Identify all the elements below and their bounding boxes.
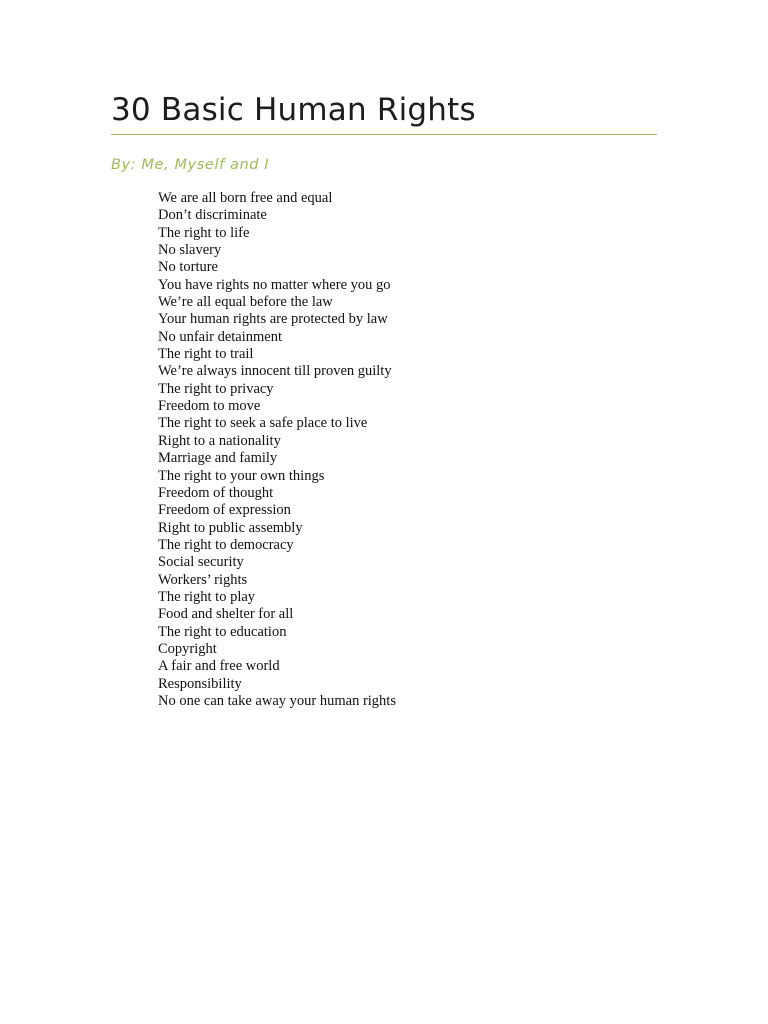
rights-item-text: We’re always innocent till proven guilty <box>158 363 392 380</box>
document-byline: By: Me, Myself and I <box>111 157 270 173</box>
rights-item-text: Don’t discriminate <box>158 207 267 224</box>
rights-item-text: You have rights no matter where you go <box>158 276 391 293</box>
rights-item-text: Food and shelter for all <box>158 606 294 623</box>
rights-item-text: No one can take away your human rights <box>158 692 396 709</box>
rights-item-text: The right to your own things <box>158 467 325 484</box>
rights-item-text: The right to seek a safe place to live <box>158 415 368 432</box>
title-underline-divider <box>111 134 657 135</box>
rights-item-text: The right to privacy <box>158 380 274 397</box>
rights-item-text: Responsibility <box>158 675 242 692</box>
rights-item-text: Your human rights are protected by law <box>158 311 388 328</box>
rights-item-text: We are all born free and equal <box>158 190 333 206</box>
rights-item-text: The right to play <box>158 588 256 605</box>
rights-item-text: Freedom of thought <box>158 484 274 501</box>
rights-item-text: The right to education <box>158 623 287 640</box>
rights-item-text: Right to public assembly <box>158 519 303 536</box>
rights-item-text: Freedom of expression <box>158 502 291 519</box>
rights-item-text: No unfair detainment <box>158 328 283 345</box>
rights-item-text: Right to a nationality <box>158 432 281 449</box>
rights-item-text: No torture <box>158 259 218 276</box>
rights-item-text: Social security <box>158 554 244 571</box>
rights-item-text: Marriage and family <box>158 450 278 467</box>
rights-item-text: Freedom to move <box>158 398 261 415</box>
rights-item-text: We’re all equal before the law <box>158 294 333 311</box>
rights-item-text: The right to trail <box>158 346 254 363</box>
rights-item-text: The right to democracy <box>158 536 294 553</box>
rights-item-text: Workers’ rights <box>158 571 248 588</box>
rights-item-text: No slavery <box>158 242 222 259</box>
rights-item-text: A fair and free world <box>158 658 280 675</box>
rights-item-text: The right to life <box>158 224 250 241</box>
rights-item-text: Copyright <box>158 640 217 657</box>
document-title: 30 Basic Human Rights <box>111 92 476 128</box>
